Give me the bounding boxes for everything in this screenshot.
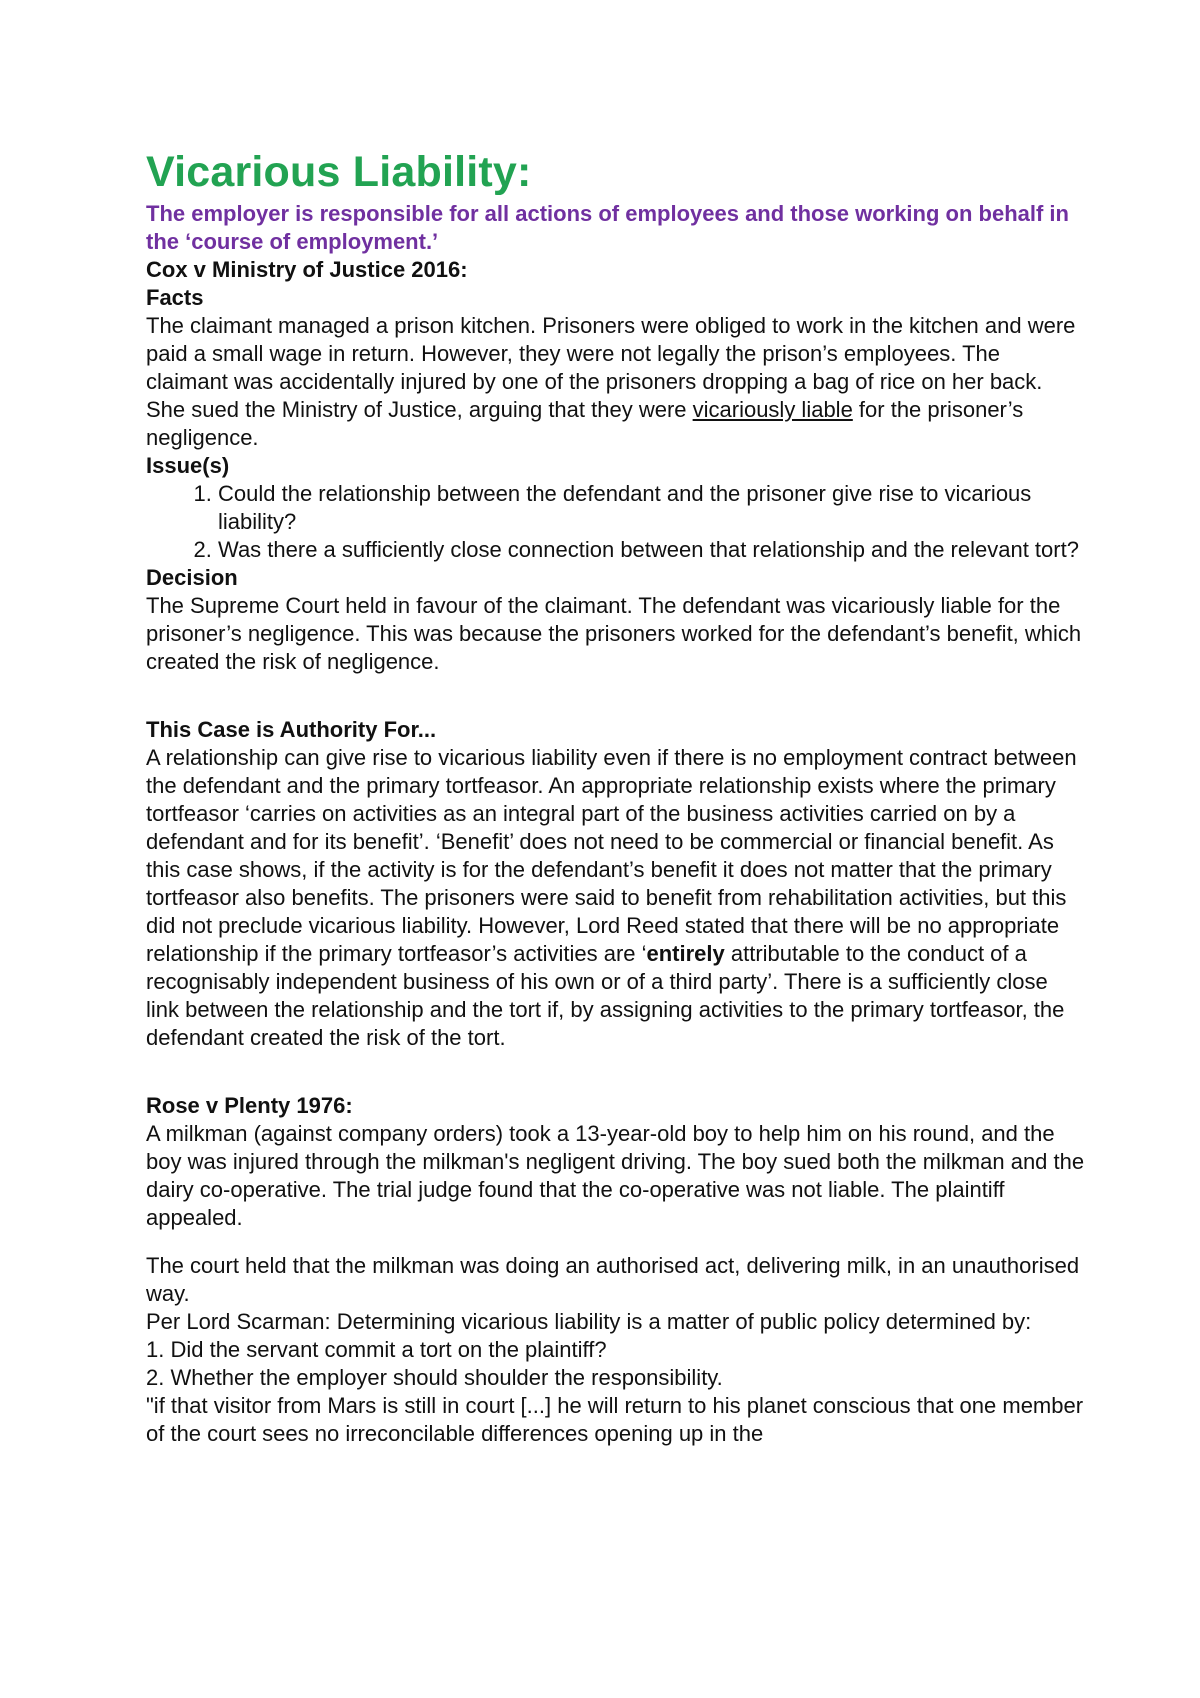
authority-bold-term: entirely xyxy=(646,941,725,966)
authority-heading: This Case is Authority For... xyxy=(146,717,437,742)
page-title: Vicarious Liability: xyxy=(146,148,532,196)
rose-facts-paragraph: A milkman (against company orders) took a 13-year-old boy to help him on his round, and the boy was injured through the milkman's negligent driving. The boy sued both the milkman and the dairy co-operative. The trial judge found that the co-operative was not liable. The plaintiff appealed. xyxy=(146,1121,1085,1230)
facts-underlined-term: vicariously liable xyxy=(692,397,853,422)
issue-item: 2. Was there a sufficiently close connection between that relationship and the relevant tort? xyxy=(218,536,1086,564)
rose-quote-paragraph: "if that visitor from Mars is still in court [...] he will return to his planet conscious that one member of the court sees no irreconcilable differences opening up in the xyxy=(146,1393,1084,1446)
rose-scarman-paragraph: Per Lord Scarman: Determining vicarious liability is a matter of public policy determined by: xyxy=(146,1309,1032,1334)
cox-case-heading: Cox v Ministry of Justice 2016: xyxy=(146,257,468,282)
rose-case-heading: Rose v Plenty 1976: xyxy=(146,1093,353,1118)
authority-text-end: attributable to the conduct of a recognisably independent business of his own or of a third party’. There is a sufficiently close link between the relationship and the tort if, by assigning activities to the primary tortfeasor, the defendant created the risk of the tort. xyxy=(146,941,1065,1050)
issues-heading: Issue(s) xyxy=(146,453,230,478)
facts-text-start: The claimant managed a prison kitchen. Prisoners were obliged to work in the kitchen and were paid a small wage in return. However, they were not legally the prison’s employees. The claimant was accidentally injured by one of the prisoners dropping a bag of rice on her back. She sued the Ministry of Justice, arguing that they were xyxy=(146,313,1076,422)
rose-point-item: 2. Whether the employer should shoulder the responsibility. xyxy=(146,1365,723,1390)
document-page xyxy=(146,146,1086,1448)
spacer xyxy=(146,1052,1086,1092)
facts-heading: Facts xyxy=(146,285,204,310)
spacer xyxy=(146,1232,1086,1252)
decision-paragraph: The Supreme Court held in favour of the claimant. The defendant was vicariously liable for the prisoner’s negligence. This was because the prisoners worked for the defendant’s benefit, which created the risk of negligence. xyxy=(146,593,1082,674)
facts-paragraph xyxy=(146,312,1086,452)
issue-item: 1. Could the relationship between the defendant and the prisoner give rise to vicarious liability? xyxy=(218,480,1086,536)
rose-point-item: 1. Did the servant commit a tort on the plaintiff? xyxy=(146,1337,607,1362)
facts-text-end: for the prisoner’s negligence. xyxy=(146,397,1024,450)
authority-text-start: A relationship can give rise to vicarious liability even if there is no employment contract between the defendant and the primary tortfeasor. An appropriate relationship exists where the primary tortfeasor ‘carries on activities as an integral part of the business activities carried on by a defendant and for its benefit’. ‘Benefit’ does not need to be commercial or financial benefit. As this case shows, if the activity is for the defendant’s benefit it does not matter that the primary tortfeasor also benefits. The prisoners were said to benefit from rehabilitation activities, but this did not preclude vicarious liability. However, Lord Reed stated that there will be no appropriate relationship if the primary tortfeasor’s activities are ‘ xyxy=(146,745,1077,966)
authority-paragraph xyxy=(146,744,1086,1052)
decision-heading: Decision xyxy=(146,565,238,590)
rose-holding-paragraph: The court held that the milkman was doing an authorised act, delivering milk, in an unauthorised way. xyxy=(146,1253,1080,1306)
page-subtitle: The employer is responsible for all actions of employees and those working on behalf in the ‘course of employment.’ xyxy=(146,201,1069,254)
issues-list xyxy=(146,480,1086,564)
spacer xyxy=(146,676,1086,716)
